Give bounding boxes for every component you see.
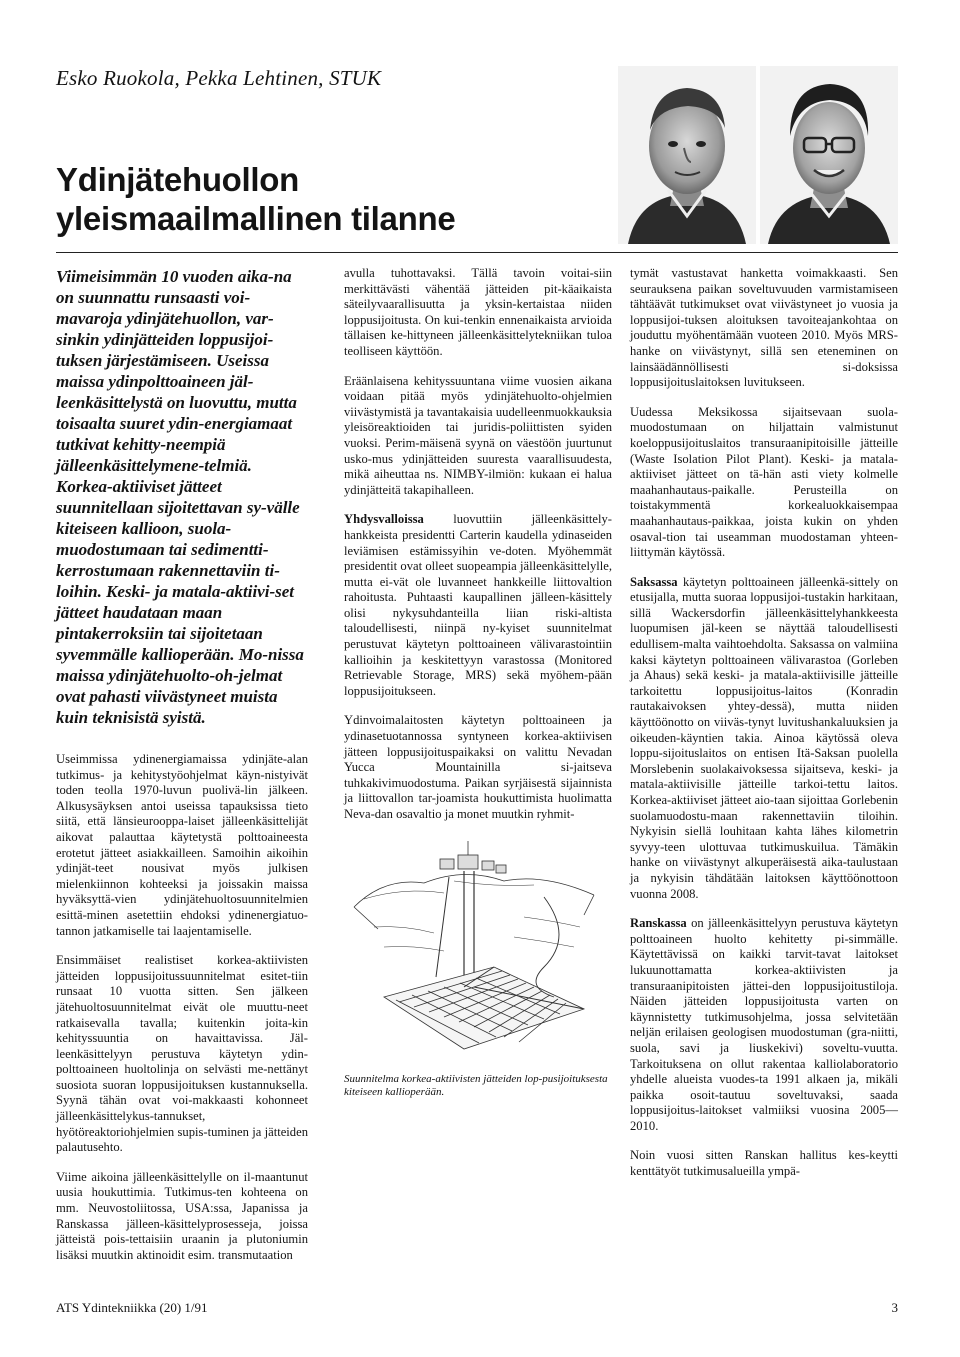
column-3 — [630, 266, 898, 1194]
country-heading-usa: Yhdysvalloissa — [344, 512, 424, 527]
article-title — [56, 160, 455, 238]
paragraph: Ensimmäiset realistiset korkea-aktiivisten jätteiden loppusijoitussuunnitelmat esitet-tiin runsaat 10 vuotta sitten. Sen jälkeen jätehuoltosuunnitelmat eivät ole muuttu-neet ratkaisevalla tavalla; kuitenkin joita-kin kehityssuuntia on havaittavissa. Jäl-leenkäsittelyyn perustuva käytetyn ydin-polttoaineen huoltolinja on selvästi me-nettänyt suosiota suoran loppusijoituksen kustannuksella. Syynä tähän ovat voi-makkaasti kohonneet jälleenkäsittelykus-tannukset, hyötöreaktoriohjelmien supis-tuminen ja jätteiden palautusehto. — [56, 953, 308, 1155]
paragraph: Viime aikoina jälleenkäsittelylle on il-maantunut uusia houkuttimia. Tutkimus-ten kohteena on mm. Neuvostoliitossa, USA:ssa, Japanissa ja Ranskassa jälleen-käsittelyprosesseja, joissa jätteistä pois-tettaisiin uraanin ja plutoniumin lisäksi muutkin aktinoidit esim. transmutaation — [56, 1169, 308, 1262]
figure-caption: Suunnitelma korkea-aktiivisten jätteiden lop-pusijoituksesta kiteiseen kallioperään. — [344, 1072, 608, 1099]
paragraph: Noin vuosi sitten Ranskan hallitus kes-keytti kenttätyöt tutkimusalueilla ympä- — [630, 1148, 898, 1179]
paragraph: avulla tuhottavaksi. Tällä tavoin voitai-siin merkittävästi vähentää jätteiden pit-käaikaista säteilyvaarallisuutta ja yksin-kertaistaa niiden loppusijoitusta. On kui-tenkin ennenaikaista arvioida tällaisen ke-hittyneen jälleenkäsittelytekniikan tuloa teolliseen käyttöön. — [344, 266, 612, 358]
author-photo-lehtinen — [760, 66, 898, 244]
repository-illustration — [344, 837, 606, 1069]
paragraph: tymät vastustavat hanketta voimakkaasti. Sen seurauksena paikan soveltuvuuden varmistamiseen tähtäävät tutkimukset ovat viivästyneet jo vuosia ja loppusijoi-tuksen aloituksen tavoiteajankohtaa on jouduttu myöhentämään vuoteen 2010. Myös MRS-hanke on viivästynyt, sillä sen eteneminen on lainsäädännöllisesti si-doksissa loppusijoituslaitoksen luvitukseen. — [630, 266, 898, 390]
paragraph — [344, 512, 612, 699]
column-2 — [344, 266, 612, 1100]
paragraph: Useimmissa ydinenergiamaissa ydinjäte-alan tutkimus- ja kehitystyöohjelmat käyn-nistyivät toden teolla 1970-luvun puolivä-lin jälkeen. Alkusysäyksen antoi useissa tapauksissa tieto siitä, että länsieurooppa-laiset jälleenkäsittelijät aikovat palauttaa käytetystä polttoaineesta erotetut jätteet asiakkailleen. Samoihin aikoihin ydinjät-teet nousivat myös julkisen mielenkiinnon kohteeksi ja joissakin maissa hyväksyttä-vien ydinjätehuoltosuunnitelmien esittä-minen asetettiin ehdoksi ydinenergiatuo-tannon jatkamiselle tai laajentamiselle. — [56, 752, 308, 938]
column-1 — [56, 266, 308, 1277]
page-number: 3 — [891, 1300, 898, 1315]
paragraph-text: luovuttiin jälleenkäsittely-hankkeista presidentti Carterin kaudella ydinaseiden leviämisen estämissyihin ve-doten. Myöhemmät presidentit ovat olleet suopeampia jälleenkäsittelylle, mutta ei-vät ole luvanneet hankkeille liittovaltion rahoitusta. Puhtaasti kaupallinen jälleen-käsittely olisi nykysuhdanteilla liian riski-altista taloudellisesti, niinpä ny-kyiset suunnitelmat perustuvat käytetyn polttoaineen välivarastointiin kallioihin ja keskitettyyn varastossa (Monitored Retrievable Storage, MRS) sekä myöhem-pään loppusijoitukseen. — [344, 512, 612, 698]
article-authors: Esko Ruokola, Pekka Lehtinen, STUK — [56, 66, 382, 90]
paragraph — [630, 916, 898, 1134]
author-photo-ruokola — [618, 66, 756, 244]
paragraph: Uudessa Meksikossa sijaitsevaan suola-muodostumaan on hiljattain valmistunut koeloppusijoituslaitos transuraanipitoisille jätteille (Waste Isolation Pilot Plant). Keski- ja matala-aktiiviset jätteet on tä-hän asti viety kolmelle maahanhautaus-paikalle. Perusteilla on toistakymmentä korkealuokkaisempaa maahanhautaus-paikkaa, joista kukin on yhden osaval-tion tai useamman muodostaman yhteen-liittymän käytössä. — [630, 404, 898, 560]
author-photos — [618, 66, 898, 244]
title-line-1: Ydinjätehuollon — [56, 161, 299, 198]
paragraph: Ydinvoimalaitosten käytetyn polttoaineen ja ydinasetuotannossa syntyneen korkea-aktiivisen jätteen loppusijoituspaikaksi on valittu Nevadan Yucca Mountainilla si-jaitseva tuhkakivimuodostuma. Paikan syrjäisestä sijainnista ja liittovallon tar-joamista houkuttimista huolimatta Neva-dan osavaltio ja monet muutkin ryhmit- — [344, 713, 612, 821]
paragraph-text: on jälleenkäsittelyyn perustuva käytetyn polttoaineen huolto kehitetty pi-simmälle. Käytettävissä on kaikki tarvit-tavat laitokset lukuunottamatta korkea-aktiivisten ja transuraanipitoisten jättei-den loppusijoitustiloja. Näiden jätteiden loppusijoitusta varten on käynnistetty tutkimusohjelma, jossa selvitetään neljän erilaisen geologisen muodostuman (gra-niitti, suola, savi ja liuskekivi) soveltu-vuutta. Tarkoituksena on ollut rakentaa kalliolaboratorio yhdelle alueista vuodes-ta 1991 alkaen ja, mikäli paikka osoit-tautuu soveltuvaksi, saada loppusijoitus-laitokset valmiiksi vuosina 2005—2010. — [630, 916, 898, 1133]
paragraph: Eräänlaisena kehityssuuntana viime vuosien aikana voidaan pitää myös ydinjätehuolto-ohjelmien viivästymistä ja tavantakaisia uudelleenmuokkauksia yleisöreaktioiden tai juridis-poliittisten syiden vuoksi. Perim-mäisenä syynä on väestöön juurtunut usko-mus ydinjätteiden suuresta vaarallisuudesta, mikä aiheuttaa ns. NIMBY-ilmiön: kukaan ei halua ydinjätteitä takapihalleen. — [344, 373, 612, 497]
article-lead: Viimeisimmän 10 vuoden aika-na on suunnattu runsaasti voi-mavaroja ydinjätehuollon, var-sinkin ydinjätteiden loppusijoi-tuksen järjestämiseen. Useissa maissa ydinpolttoaineen jäl-leenkäsittelystä on luovuttu, mutta toisaalta suuret ydin-energiamaat tutkivat kehitty-neempiä jälleenkäsittelymene-telmiä. Korkea-aktiiviset jätteet suunnitellaan sijoitettavan sy-välle kiteiseen kallioon, suola-muodostumaan tai sedimentti-kerrostumaan rakennettaviin ti-loihin. Keski- ja matala-aktiivi-set jätteet haudataan maan pintakerroksiin tai sijoitetaan syvemmälle kallioperään. Mo-nissa maissa ydinjätehuolto-oh-jelmat ovat pahasti viivästyneet muista kuin teknisistä syistä. — [56, 267, 304, 727]
country-heading-germany: Saksassa — [630, 574, 678, 589]
paragraph-text: käytetyn polttoaineen jälleenkä-sittely on etusijalla, mutta suoraa loppusijoi-tustakin harkitaan, sillä Wackersdorfin jälleenkäsittelyhankkeesta luopumisen jäl-keen se näyttää taloudellisesti edullisem-malta vaihtoehdolta. Saksassa on valmiina kaksi käytetyn polttoaineen välivarastoa (Gorleben ja Ahaus) sekä keski- ja matala-aktiivisille jätteille tarkoitettu loppusijoitus-laitos (Konradin rautakaivoksen yhtey-dessä), mutta niiden käyttöönotto on viiväs-tynyt luvitushankaluuksien ja oikeuden-käyntien takia. Ainoa käytössä oleva loppu-sijoituslaitos on entisen Itä-Saksan puolella Morslebenin suolakaivoksessa sijaitseva, keski- ja matala-aktiivisille jätteille tarkoi-tettu laitos. Korkea-aktiiviset jätteet aio-taan sijoittaa Gorlebenin suolamuodostu-maan rakennettaviin tiloihin. Nykyisin siellä louhitaan kahta lähes kilometrin syvyy-teen ulottuvaa tutkimuskuilua. Tämäkin hanke on viivästynyt alkuperäisestä aika-taulustaan ja nykyisin tähdätään laitoksen käyttöönottoon vuonna 2008. — [630, 574, 898, 901]
country-heading-france: Ranskassa — [630, 916, 687, 931]
title-line-2: yleismaailmallinen tilanne — [56, 200, 456, 237]
journal-footer: ATS Ydintekniikka (20) 1/91 — [56, 1300, 208, 1315]
paragraph — [630, 575, 898, 902]
header-rule — [56, 252, 898, 253]
